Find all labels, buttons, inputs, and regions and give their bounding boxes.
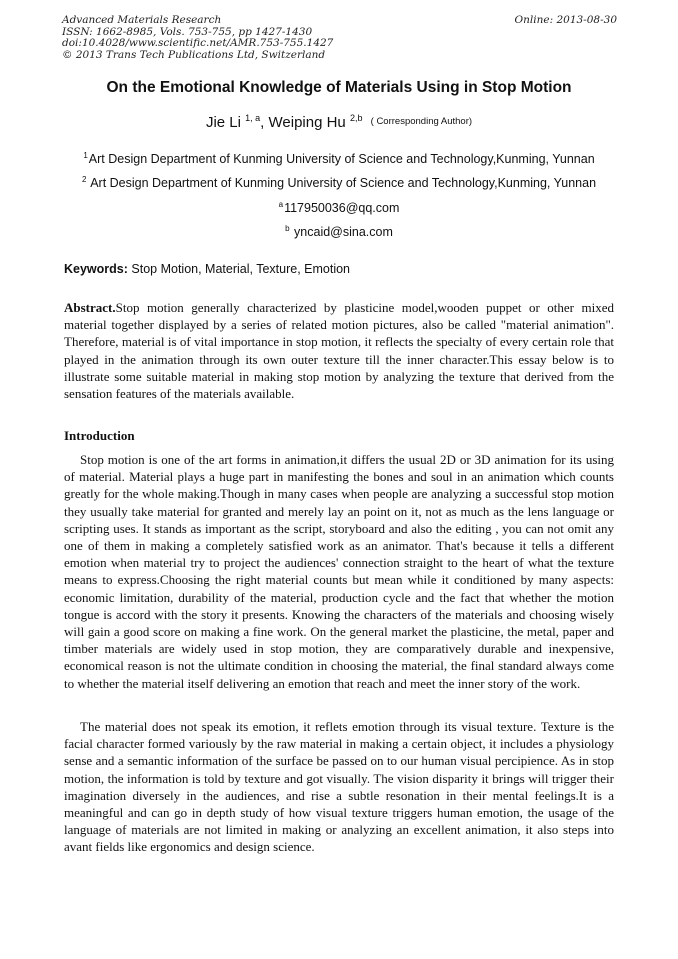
author-1-affil-mark: 1, a [245, 113, 261, 123]
online-date: Online: 2013-08-30 [514, 14, 617, 26]
journal-header [62, 15, 617, 61]
affiliation-2-mark: 2 [81, 175, 87, 184]
journal-name: Advanced Materials Research [62, 14, 222, 26]
issn-line: ISSN: 1662-8985, Vols. 753-755, pp 1427-1430 [62, 25, 313, 38]
author-line [0, 113, 678, 131]
author-separator: , [260, 114, 269, 131]
corresponding-note: ( Corresponding Author) [370, 116, 473, 127]
abstract-paragraph [64, 299, 614, 402]
email-b-mark: b [285, 224, 290, 233]
email-a [0, 200, 678, 215]
abstract-label: Abstract. [64, 300, 116, 315]
author-2: Weiping Hu [268, 114, 346, 131]
affiliation-1-mark: 1 [83, 151, 88, 160]
keywords-label: Keywords: [64, 262, 128, 276]
affiliation-1-text: Art Design Department of Kunming University of Science and Technology,Kunming, Yunnan [88, 152, 595, 166]
keywords-line [64, 262, 350, 276]
introduction-paragraph-2: The material does not speak its emotion, it reflets emotion through its visual texture. Texture is the facial character formed variously by the raw material in making a certain object, it includes a physiology sense and a semantic information of the surface be passed on to our human visual percipience. As in stop motion, the information is told by texture and got visually. The vision disparity it brings will trigger their imagination diversely in the audiences, and rise a subtle resonation in their mental feelings.It is a meaningful and can go in depth study of how visual texture triggers human emotion, the usage of the language of materials are not limited in making or analyzing an excellent animation, it also steps into avant fields like ergonomics and design science. [64, 719, 614, 855]
affiliation-1 [0, 151, 678, 166]
email-b [0, 224, 678, 239]
author-1: Jie Li [205, 114, 241, 131]
doi-line: doi:10.4028/www.scientific.net/AMR.753-755.1427 [62, 37, 334, 49]
keywords-text: Stop Motion, Material, Texture, Emotion [131, 262, 351, 276]
email-b-text: yncaid@sina.com [294, 225, 393, 239]
introduction-paragraph-1: Stop motion is one of the art forms in animation,it differs the usual 2D or 3D animation for its using of material. Material plays a huge part in manifesting the bones and soul in an animation which counts greatly for the whole making.Though in many cases when people are analyzing a successful stop motion they usually take material for granted and merely lay an point on it, not as much as the lens language or scripting uses. It stands as important as the script, storyboard and also the editing , you can not omit any one of them in making a completely satisfied work as an animator. That's because it tells a different emotion when material try to project the audiences' connection straight to the heart of what the texture means to express.Choosing the right material counts but mean while it conditioned by many aspects: economic limitation, durability of the material, production cycle and the fact that whether the motion tongue is accord with the story it presents. Knowing the characters of the materials and choosing wisely will gain a good score on making a fine work. On the general market the plasticine, the metal, paper and timber materials are widely used in stop motion, they are comparatively durable and inexpensive, economical reason is not the ultimate condition in choosing the material, the final standard always come to whether the material itself delivering an emotion that reach and meet the inner story of the work. [64, 452, 614, 691]
affiliation-2-text: Art Design Department of Kunming University of Science and Technology,Kunming, Yunnan [90, 176, 597, 190]
affiliation-2 [0, 175, 678, 190]
author-2-affil-mark: 2,b [349, 113, 363, 123]
abstract-text: Stop motion generally characterized by plasticine model,wooden puppet or other mixed material together displayed by a series of related motion pictures, also be called "material animation". Therefore, material is of vital importance in stop motion, it reflects the specialty of every certain role that played in the animation through its own outer texture till the inner character.This essay below is to illustrate some suitable material in making stop motion by analyzing the texture that derived from the sensation features of the materials available. [64, 300, 614, 402]
email-a-text: 117950036@qq.com [284, 201, 400, 215]
introduction-heading: Introduction [64, 428, 135, 443]
paper-title: On the Emotional Knowledge of Materials Using in Stop Motion [106, 79, 572, 96]
copyright-line: © 2013 Trans Tech Publications Ltd, Switzerland [62, 48, 326, 61]
email-a-mark: a [278, 200, 284, 209]
